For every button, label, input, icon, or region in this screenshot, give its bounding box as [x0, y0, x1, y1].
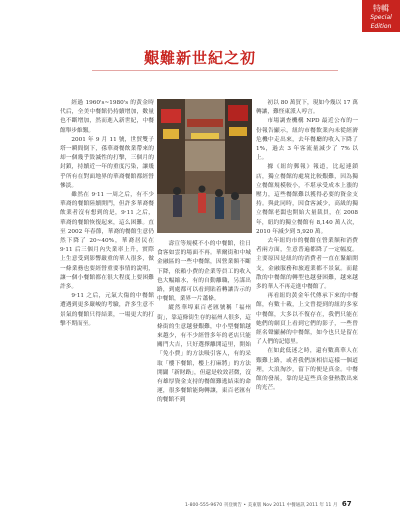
- paragraph: 初以 80 萬買下，現如今幾以 17 萬轉讓，難怪東派人哼言。: [256, 100, 358, 116]
- text-column-2: [157, 240, 251, 406]
- footer-phone: 1-800-555-9670: [185, 503, 223, 508]
- paragraph: 去年紐約市的餐館在營業額和消費者兩方面，生意普遍都降了一定幅度。主要原因是紐約的消費者一直在緊縮開支，金融服務和旅遊業都不景氣。而鬆散的中餐館的轉型也越發困難，越來越多的華人不再走進中餐館了。: [256, 238, 358, 291]
- special-edition-badge: [362, 0, 400, 32]
- title-divider: [92, 70, 338, 71]
- paragraph: 再看紐約黃金年代傳承下來的中餐館，有數十載，上文曾提到的紐約多家中餐館，大多以不復存在，我們只能在她們的網頁上看到它們的影子，一些曾經名聲顯赫的中餐館，如今也只是留在了人們的記憶里。: [256, 293, 358, 346]
- paragraph: 市場調查機構 NPD 最近公布的一份報告顯示，紐約市餐飲業內未從經濟危機中走出來，去年餐廳的收入下降了 1%，過去 3 年客流量減少了 7% 以上。: [256, 118, 358, 162]
- page-number: 67: [341, 500, 352, 508]
- paragraph: 據《紐約郵報》報道，比起連鎖店，獨立餐館的處境比較艱難，因為獨立餐館規模較小，不堪承受成本上漲的壓力，這些餐館難以獲得必要的資金支持。與此同時，因食客減少，高級的獨立餐館老闆也開始大量裁員，在 2008 年，紐約的獨立餐館有 8,140 萬人次，2010 年減少到 5,920 萬。: [256, 164, 358, 235]
- street-photo: [157, 99, 252, 233]
- text-column-1: [60, 99, 154, 329]
- chinatown-street-image: [157, 99, 252, 233]
- paragraph: 經過 1960's~1980's 的黃金時代后，全美中餐館仍持續增加，數量也不斷增加，然而進入新世紀，中餐館舉步維艱。: [60, 100, 154, 134]
- text-column-3: [256, 99, 358, 394]
- paragraph: 壽宣等規模不小的中餐館，往日食客如雲的場面不再。華爾街和中城金融區的一些中餐館，因營業額不斷下降，依賴小費的企業等員工的收入也大幅縮水，有的自動離職，另謀出路，到處都可以看到貼着轉讓告示的中餐館，業界一片蕭條。: [157, 241, 251, 303]
- paragraph: 2001 年 9 月 11 號，世貿雙子塔一瞬間倒下，孫華裔餐飲業帶來的却一個幾乎毀滅性的打擊，三個月的封鎖，持續近一年的重度污染，讓幾乎所有在對面地界的華裔餐館都經營慘淡。: [60, 136, 154, 189]
- paragraph: 縱然華埠東百老匯號稱「福州街」，靠這條街生存的福州人很多，這條街的生意越發艱難，中小型餐館越來越少，有不少經營多年的老店只能關門大吉，只好選擇離開這里，開始「免小費」的方法吸引客人，有的采取「樓下餐館，樓上打麻將」的方法開闢「新財路」，但還是收效甚微，沒有雄厚資金支持的餐館難逃結束的命運，很多餐館能夠轉讓，東百老匯有的餐館不到: [157, 305, 251, 404]
- article-title: 艱難新世紀之初: [143, 49, 256, 67]
- footer-year: 2011: [273, 503, 285, 508]
- paragraph: 在如此低迷之時，還有數萬華人在艱難上路，或者我們該相信這樣一個道理，大浪淘沙，留下的便是真金。中餐館的發展，靠的是這些真金發熱散出來的光芒。: [256, 348, 358, 392]
- badge-label-chinese: 特輯: [373, 4, 389, 13]
- footer-month: Nov: [262, 503, 272, 508]
- page-footer: [185, 500, 385, 508]
- paragraph: 9·11 之后，元氣大傷的中餐館遭遇到更多嚴峻的考驗，許多生意不景氣的餐館只得結業，一場更大的打擊不期而至。: [60, 293, 154, 327]
- badge-label-english: Special Edition: [370, 14, 392, 30]
- footer-publication: 刊登廣告 • 美東版: [223, 503, 262, 508]
- footer-issue: 中餐通訊 2011 年 11 月: [286, 503, 338, 508]
- paragraph: 雖然在 9·11 一周之后，有不少華裔的餐館陸續開門，但許多華裔餐飲業者沒有想到的是，9·11 之后，華裔的餐館恢復起來，這么困難。直至 2002 年春節，華裔的餐館生意仍然下降了 20~40%，華裔居民在 9·11 后三個月內失業率上升，實際上生意受到影響嚴重的華人很多，做一條業務也要經營重要事情的說明，讓一個小餐館都在很大程度上要困難許多。: [60, 192, 154, 291]
